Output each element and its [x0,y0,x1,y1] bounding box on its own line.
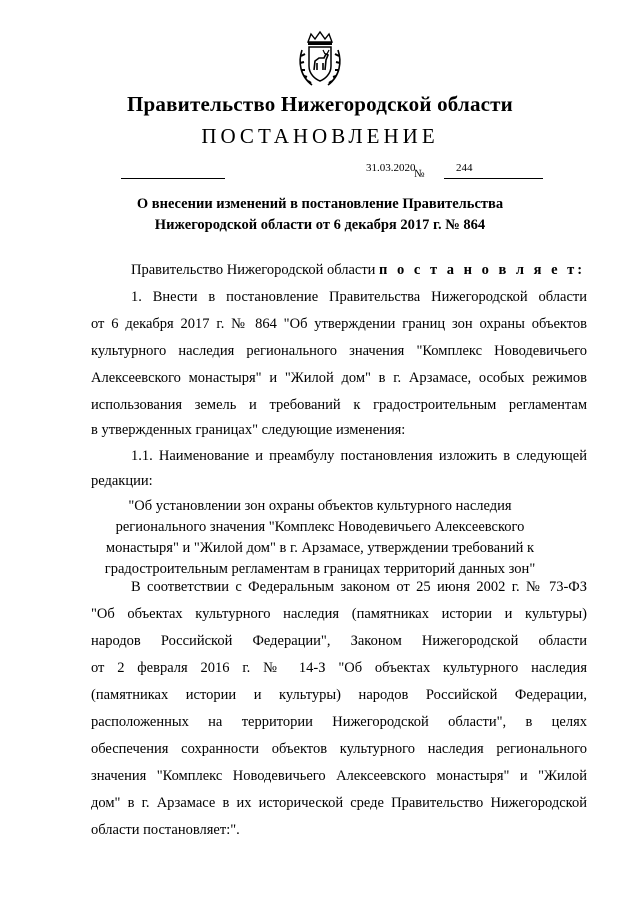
date-signature-line [121,178,225,179]
paragraph-line: Алексеевского монастыря" и "Жилой дом" в г. Арзамасе, особых режимов [91,370,587,386]
paragraph-line: от 2 февраля 2016 г. № 14-З "Об объектах культурного наследия [91,660,587,676]
paragraph-line: области постановляет:". [91,822,240,838]
document-date: 31.03.2020 [366,162,416,174]
heading-line: Нижегородской области от 6 декабря 2017 г. № 864 [154,217,486,233]
number-underline [444,178,543,179]
paragraph-line: расположенных на территории Нижегородской области", в целях [91,714,587,730]
paragraph-line: культурного наследия регионального значения "Комплекс Новодевичьего [91,343,587,359]
quote-line: монастыря" и "Жилой дом" в г. Арзамасе, утверждении требований к [105,540,535,556]
organization-name: Правительство Нижегородской области [127,92,513,116]
quote-line: градостроительным регламентам в границах территорий данных зон" [104,561,536,577]
intro-decree-word: п о с т а н о в л я е т: [379,262,586,278]
quoted-title [100,496,540,580]
paragraph-line: от 6 декабря 2017 г. № 864 "Об утверждении границ зон охраны объектов [91,316,587,332]
intro-line [131,262,585,279]
quote-line: регионального значения "Комплекс Новодевичьего Алексеевского [115,519,525,535]
paragraph-line: редакции: [91,473,153,489]
document-heading [100,194,540,236]
number-sign: № [414,168,425,180]
quote-line: "Об установлении зон охраны объектов культурного наследия [128,498,512,514]
coat-of-arms-icon [296,30,344,88]
paragraph-line: обеспечения сохранности объектов культурного наследия регионального [91,741,587,757]
paragraph-line: значения "Комплекс Новодевичьего Алексеевского монастыря" и "Жилой [91,768,587,784]
paragraph-line: (памятниках истории и культуры) народов Российской Федерации, [91,687,587,703]
paragraph-line: В соответствии с Федеральным законом от 25 июня 2002 г. № 73-ФЗ [131,579,587,595]
paragraph-line: использования земель и требований к градостроительным регламентам [91,397,587,413]
paragraph-line: 1.1. Наименование и преамбулу постановления изложить в следующей [131,448,587,464]
paragraph-line: "Об объектах культурного наследия (памятниках истории и культуры) [91,606,587,622]
document-type: ПОСТАНОВЛЕНИЕ [201,124,439,148]
document-number: 244 [456,162,473,174]
heading-line: О внесении изменений в постановление Правительства [136,196,504,212]
paragraph-line: в утвержденных границах" следующие изменения: [91,422,406,438]
intro-text: Правительство Нижегородской области [131,262,376,278]
paragraph-line: народов Российской Федерации", Законом Нижегородской области [91,633,587,649]
paragraph-line: 1. Внести в постановление Правительства Нижегородской области [131,289,587,305]
paragraph-line: дом" в г. Арзамасе в их исторической среде Правительство Нижегородской [91,795,587,811]
